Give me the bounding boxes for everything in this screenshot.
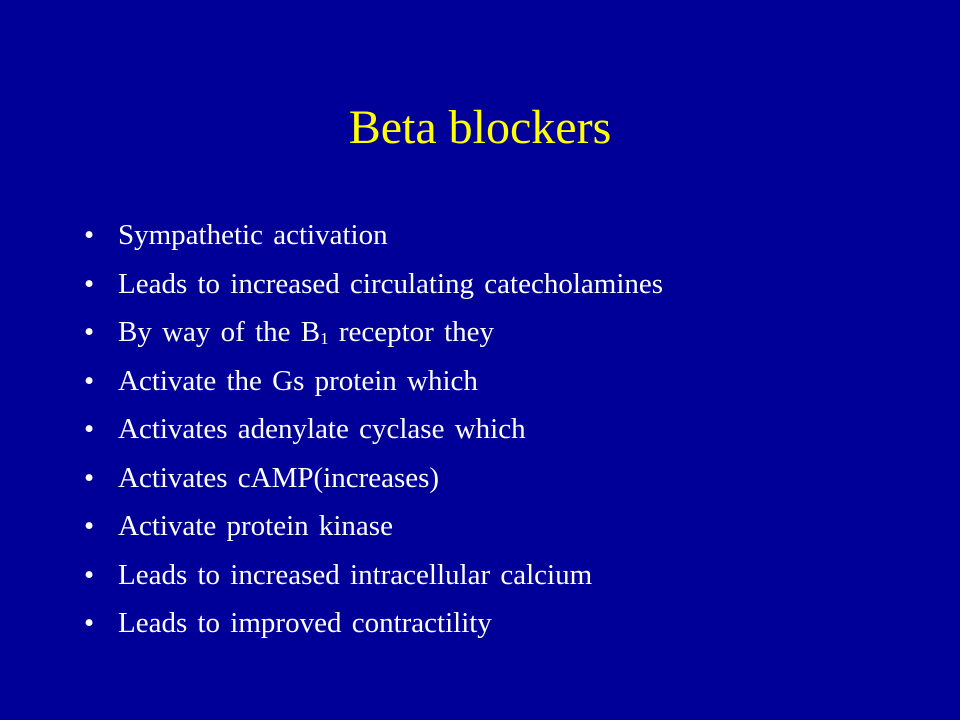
bullet-dot: • bbox=[84, 413, 95, 445]
bullet-text: Activates adenylate cyclase which bbox=[118, 413, 526, 445]
bullet-text: Leads to increased intracellular calcium bbox=[118, 558, 593, 591]
bullet-text: Leads to improved contractility bbox=[118, 607, 492, 639]
bullet-text: Leads to increased circulating catecholamines bbox=[118, 267, 664, 300]
bullet-text-part: receptor they bbox=[328, 316, 495, 348]
slide-title: Beta blockers bbox=[348, 101, 612, 154]
bullet-text bbox=[118, 308, 494, 361]
bullet-text: Sympathetic activation bbox=[118, 219, 388, 251]
bullet-dot: • bbox=[84, 364, 95, 397]
bullet-dot: • bbox=[84, 558, 95, 591]
bullet-text: Activate protein kinase bbox=[118, 510, 393, 542]
bullet-dot: • bbox=[84, 607, 95, 639]
bullet-dot: • bbox=[84, 461, 95, 494]
bullet-text-part: By way of the B bbox=[118, 316, 321, 348]
bullet-dot: • bbox=[84, 316, 95, 348]
bullet-text: Activates cAMP(increases) bbox=[118, 461, 440, 494]
bullet-dot: • bbox=[84, 510, 95, 542]
bullet-dot: • bbox=[84, 267, 95, 300]
bullet-dot: • bbox=[84, 219, 95, 251]
bullet-text: Activate the Gs protein which bbox=[118, 364, 478, 397]
subscript: 1 bbox=[320, 329, 329, 348]
